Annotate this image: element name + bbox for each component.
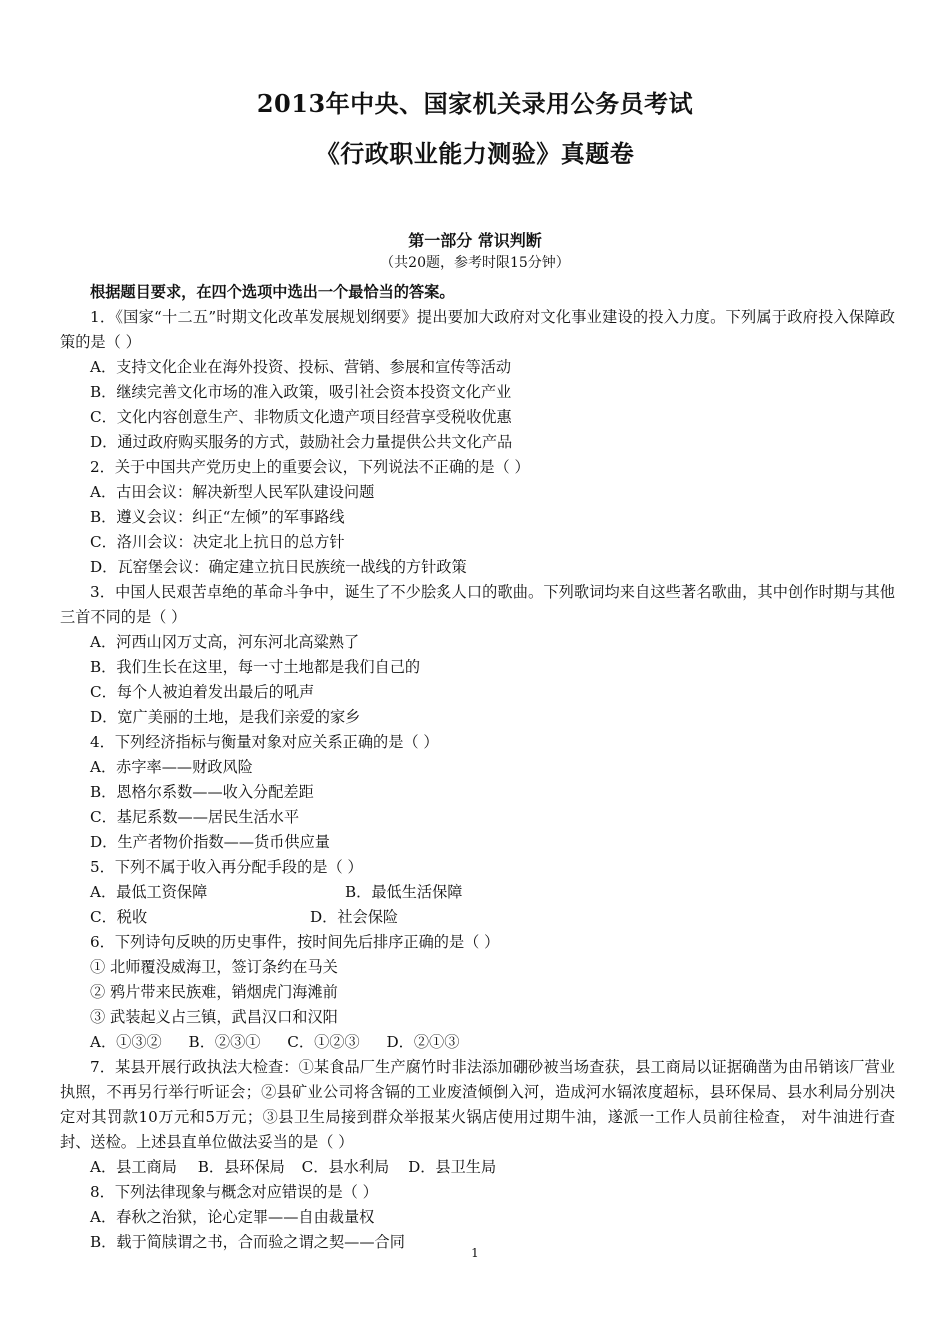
poem-item: ① 北师覆没威海卫，签订条约在马关: [90, 958, 338, 976]
question-stem: 5．下列不属于收入再分配手段的是（ ）: [90, 858, 363, 876]
option: B．继续完善文化市场的准入政策，吸引社会资本投资文化产业: [90, 383, 512, 401]
question-stem: 4．下列经济指标与衡量对象对应关系正确的是（ ）: [90, 733, 439, 751]
option-row: [60, 880, 895, 905]
option: D．县卫生局: [408, 1158, 497, 1176]
option: B．我们生长在这里，每一寸土地都是我们自己的: [90, 658, 421, 676]
option: B．载于简牍谓之书，合而验之谓之契——合同: [90, 1233, 405, 1251]
question-stem: 3．中国人民艰苦卓绝的革命斗争中，诞生了不少脍炙人口的歌曲。下列歌词均来自这些著名歌曲，其中创作时期与其他三首不同的是（ ）: [60, 583, 895, 626]
option: A．赤字率——财政风险: [90, 758, 253, 776]
option: B．②③①: [188, 1033, 261, 1051]
option: C．洛川会议：决定北上抗日的总方针: [90, 533, 345, 551]
option-row: [60, 1030, 895, 1055]
option: A．①③②: [90, 1033, 162, 1051]
option: A．支持文化企业在海外投资、投标、营销、参展和宣传等活动: [90, 358, 512, 376]
option: B．最低生活保障: [345, 883, 463, 901]
option: A．县工商局: [90, 1158, 177, 1176]
option: B．县环保局: [197, 1158, 285, 1176]
option: A．河西山冈万丈高，河东河北高粱熟了: [90, 633, 360, 651]
question-stem: 1．《国家“十二五”时期文化改革发展规划纲要》提出要加大政府对文化事业建设的投入力度。下列属于政府投入保障政策的是（ ）: [60, 308, 895, 351]
option: C．每个人被迫着发出最后的吼声: [90, 683, 315, 701]
section-note: （共20题，参考时限15分钟）: [380, 255, 570, 271]
question-stem: 2．关于中国共产党历史上的重要会议，下列说法不正确的是（ ）: [90, 458, 530, 476]
option: C．县水利局: [301, 1158, 390, 1176]
exam-title: 2013年中央、国家机关录用公务员考试: [256, 89, 694, 118]
option: C．税收: [90, 908, 148, 926]
option-row: [60, 1155, 895, 1180]
exam-subtitle: 《行政职业能力测验》真题卷: [315, 139, 635, 168]
question-list: [60, 280, 895, 1255]
option: D．生产者物价指数——货币供应量: [90, 833, 330, 851]
page-number: 1: [471, 1246, 479, 1260]
option: B．恩格尔系数——收入分配差距: [90, 783, 314, 801]
option: D．通过政府购买服务的方式，鼓励社会力量提供公共文化产品: [90, 433, 513, 451]
option: D．瓦窑堡会议：确定建立抗日民族统一战线的方针政策: [90, 558, 467, 576]
option: D．②①③: [386, 1033, 460, 1051]
option: C．基尼系数——居民生活水平: [90, 808, 300, 826]
poem-item: ② 鸦片带来民族难，销烟虎门海滩前: [90, 983, 338, 1001]
option: B．遵义会议：纠正“左倾”的军事路线: [90, 508, 345, 526]
option: D．社会保险: [310, 908, 399, 926]
option: A．古田会议：解决新型人民军队建设问题: [90, 483, 375, 501]
instruction: 根据题目要求，在四个选项中选出一个最恰当的答案。: [90, 283, 455, 301]
option: D．宽广美丽的土地，是我们亲爱的家乡: [90, 708, 361, 726]
section-title: 第一部分 常识判断: [408, 231, 542, 250]
option-row: [60, 905, 895, 930]
question-stem: 7．某县开展行政执法大检查：①某食品厂生产腐竹时非法添加硼砂被当场查获，县工商局以证据确凿为由吊销该厂营业执照，不再另行举行听证会；②县矿业公司将含镉的工业废渣倾倒入河，造成河水镉浓度超标，县环保局、县水利局分别决定对其罚款10万元和5万元；③县卫生局接到群众举报某火锅店使用过期牛油，遂派一工作人员前往检查， 对牛油进行查封、送检。上述县直单位做法妥当的是（ ）: [60, 1058, 895, 1151]
question-stem: 6．下列诗句反映的历史事件，按时间先后排序正确的是（ ）: [90, 933, 500, 951]
option: A．春秋之治狱，论心定罪——自由裁量权: [90, 1208, 375, 1226]
poem-item: ③ 武装起义占三镇，武昌汉口和汉阳: [90, 1008, 338, 1026]
option: C．文化内容创意生产、非物质文化遗产项目经营享受税收优惠: [90, 408, 512, 426]
question-stem: 8．下列法律现象与概念对应错误的是（ ）: [90, 1183, 378, 1201]
option: A．最低工资保障: [90, 883, 208, 901]
option: C．①②③: [287, 1033, 360, 1051]
